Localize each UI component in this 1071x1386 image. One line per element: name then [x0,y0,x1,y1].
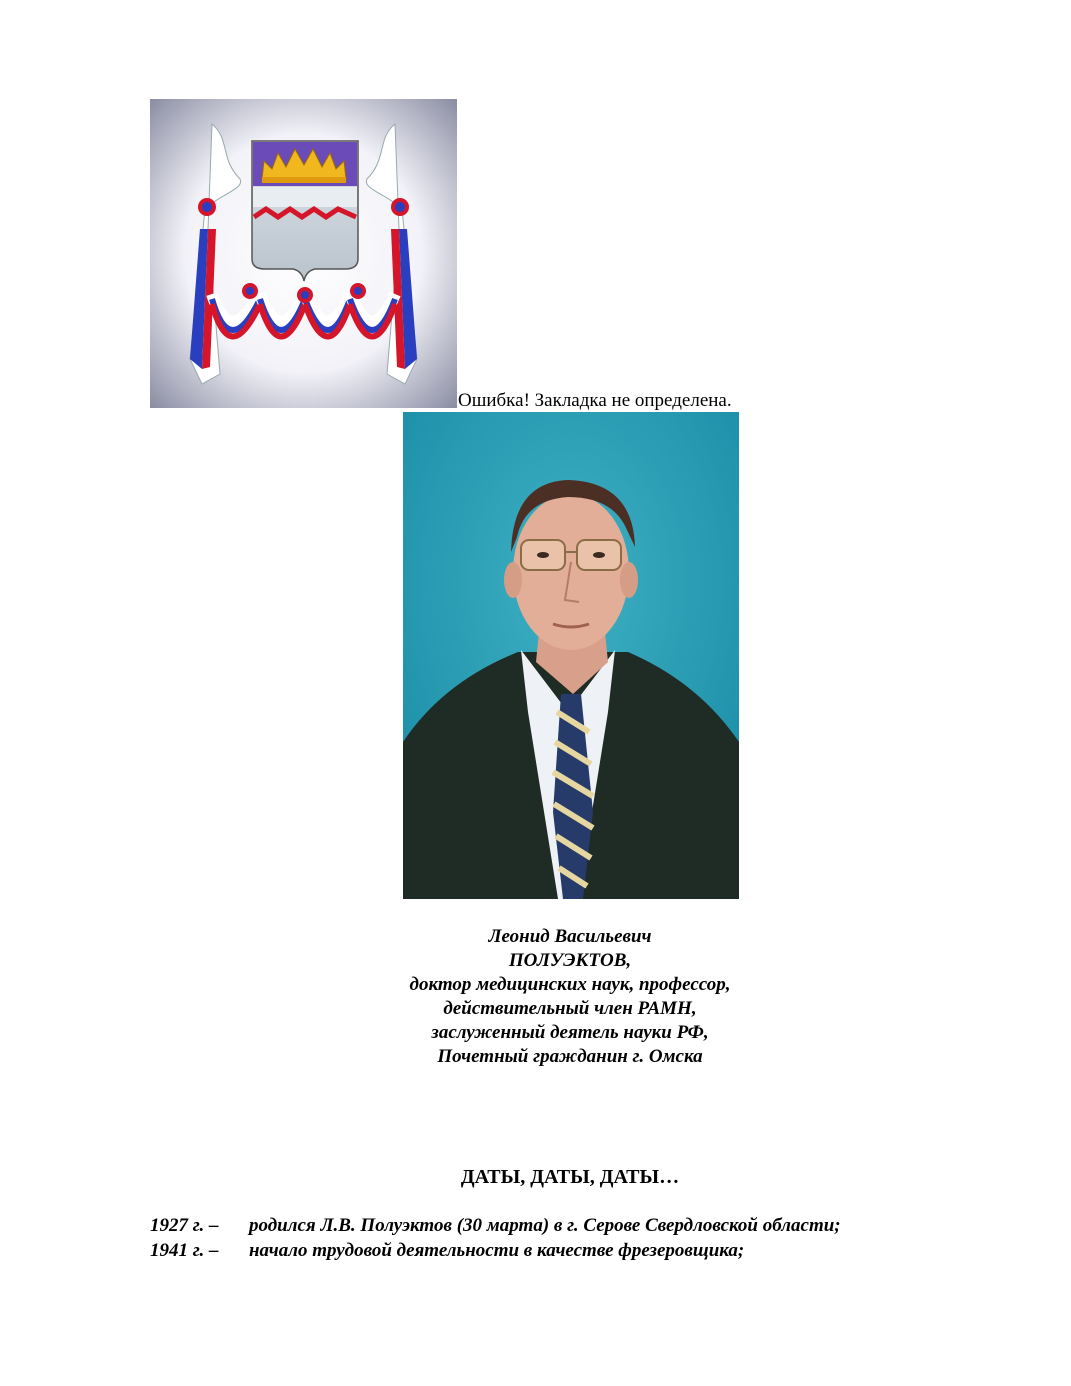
caption-line: действительный член РАМН, [443,998,697,1019]
date-year: 1941 г. – [150,1240,219,1261]
caption-line: Леонид Васильевич [488,926,652,947]
date-text: начало трудовой деятельности в качестве фрезеровщика; [249,1240,745,1261]
date-text: родился Л.В. Полуэктов (30 марта) в г. Серове Свердловской области; [249,1215,841,1236]
caption-line: заслуженный деятель науки РФ, [431,1022,709,1043]
portrait-photo [403,412,739,899]
caption-line: доктор медицинских наук, профессор, [409,974,731,995]
portrait-caption [300,925,840,1069]
caption-line: ПОЛУЭКТОВ, [508,950,632,971]
date-entry [150,1240,744,1262]
date-entry [150,1215,841,1237]
coat-of-arms-image [150,99,457,408]
date-year: 1927 г. – [150,1215,219,1236]
caption-line: Почетный гражданин г. Омска [437,1046,703,1067]
bookmark-error-text: Ошибка! Закладка не определена. [458,390,732,411]
dates-heading: ДАТЫ, ДАТЫ, ДАТЫ… [460,1166,680,1188]
